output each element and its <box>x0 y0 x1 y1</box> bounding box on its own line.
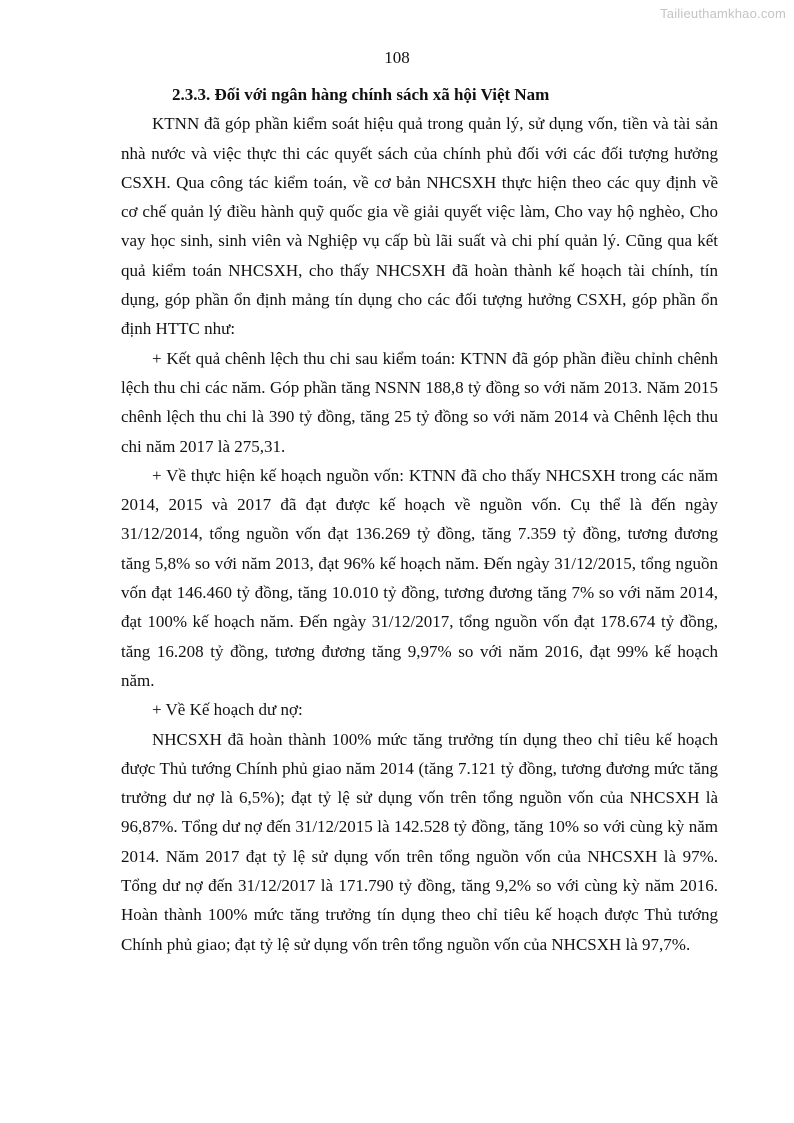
watermark: Tailieuthamkhao.com <box>660 6 786 21</box>
paragraph-debt-plan-heading: + Về Kế hoạch dư nợ: <box>152 700 303 720</box>
paragraph-intro: KTNN đã góp phần kiểm soát hiệu quả trong quản lý, sử dụng vốn, tiền và tài sản nhà nước và việc thực thi các quyết sách của chính phủ đối với các đối tượng hưởng CSXH. Qua công tác kiểm toán, về cơ bản NHCSXH thực hiện theo các quy định về cơ chế quản lý điều hành quỹ quốc gia về giải quyết việc làm, Cho vay hộ nghèo, Cho vay học sinh, sinh viên và Nghiệp vụ cấp bù lãi suất và chi phí quản lý. Cũng qua kết quả kiểm toán NHCSXH, cho thấy NHCSXH đã hoàn thành kế hoạch tài chính, tín dụng, góp phần ổn định mảng tín dụng cho các đối tượng hưởng CSXH, góp phần ổn định HTTC như: <box>121 114 718 339</box>
paragraph-income-expense: + Kết quả chênh lệch thu chi sau kiểm toán: KTNN đã góp phần điều chỉnh chênh lệch thu chi các năm. Góp phần tăng NSNN 188,8 tỷ đồng so với năm 2013. Năm 2015 chênh lệch thu chi là 390 tỷ đồng, tăng 25 tỷ đồng so với năm 2014 và Chênh lệch thu chi năm 2017 là 275,31. <box>121 348 718 456</box>
page-number: 108 <box>384 48 410 67</box>
paragraph-debt-plan: NHCSXH đã hoàn thành 100% mức tăng trưởng tín dụng theo chỉ tiêu kế hoạch được Thủ tướng Chính phủ giao năm 2014 (tăng 7.121 tỷ đồng, tương đương mức tăng trưởng dư nợ là 6,5%); đạt tỷ lệ sử dụng vốn trên tổng nguồn vốn của NHCSXH là 96,87%. Tổng dư nợ đến 31/12/2015 là 142.528 tỷ đồng, tăng 10% so với cùng kỳ năm 2014. Năm 2017 đạt tỷ lệ sử dụng vốn trên tổng nguồn vốn của NHCSXH là 97%. Tổng dư nợ đến 31/12/2017 là 171.790 tỷ đồng, tăng 9,2% so với cùng kỳ năm 2016. Hoàn thành 100% mức tăng trưởng tín dụng theo chỉ tiêu kế hoạch được Thủ tướng Chính phủ giao; đạt tỷ lệ sử dụng vốn trên tổng nguồn vốn của NHCSXH là 97,7%. <box>121 729 718 954</box>
paragraph-capital-plan: + Về thực hiện kế hoạch nguồn vốn: KTNN đã cho thấy NHCSXH trong các năm 2014, 2015 và 2017 đã đạt được kế hoạch về nguồn vốn. Cụ thể là đến ngày 31/12/2014, tổng nguồn vốn đạt 136.269 tỷ đồng, tăng 7.359 tỷ đồng, tương đương tăng 5,8% so với năm 2013, đạt 96% kế hoạch năm. Đến ngày 31/12/2015, tổng nguồn vốn đạt 146.460 tỷ đồng, tăng 10.010 tỷ đồng, tương đương tăng 7% so với năm 2014, đạt 100% kế hoạch năm. Đến ngày 31/12/2017, tổng nguồn vốn đạt 178.674 tỷ đồng, tăng 16.208 tỷ đồng, tương đương tăng 9,97% so với năm 2016, đạt 99% kế hoạch năm. <box>121 465 718 690</box>
document-body <box>121 80 718 959</box>
section-title: 2.3.3. Đối với ngân hàng chính sách xã hội Việt Nam <box>172 85 550 104</box>
